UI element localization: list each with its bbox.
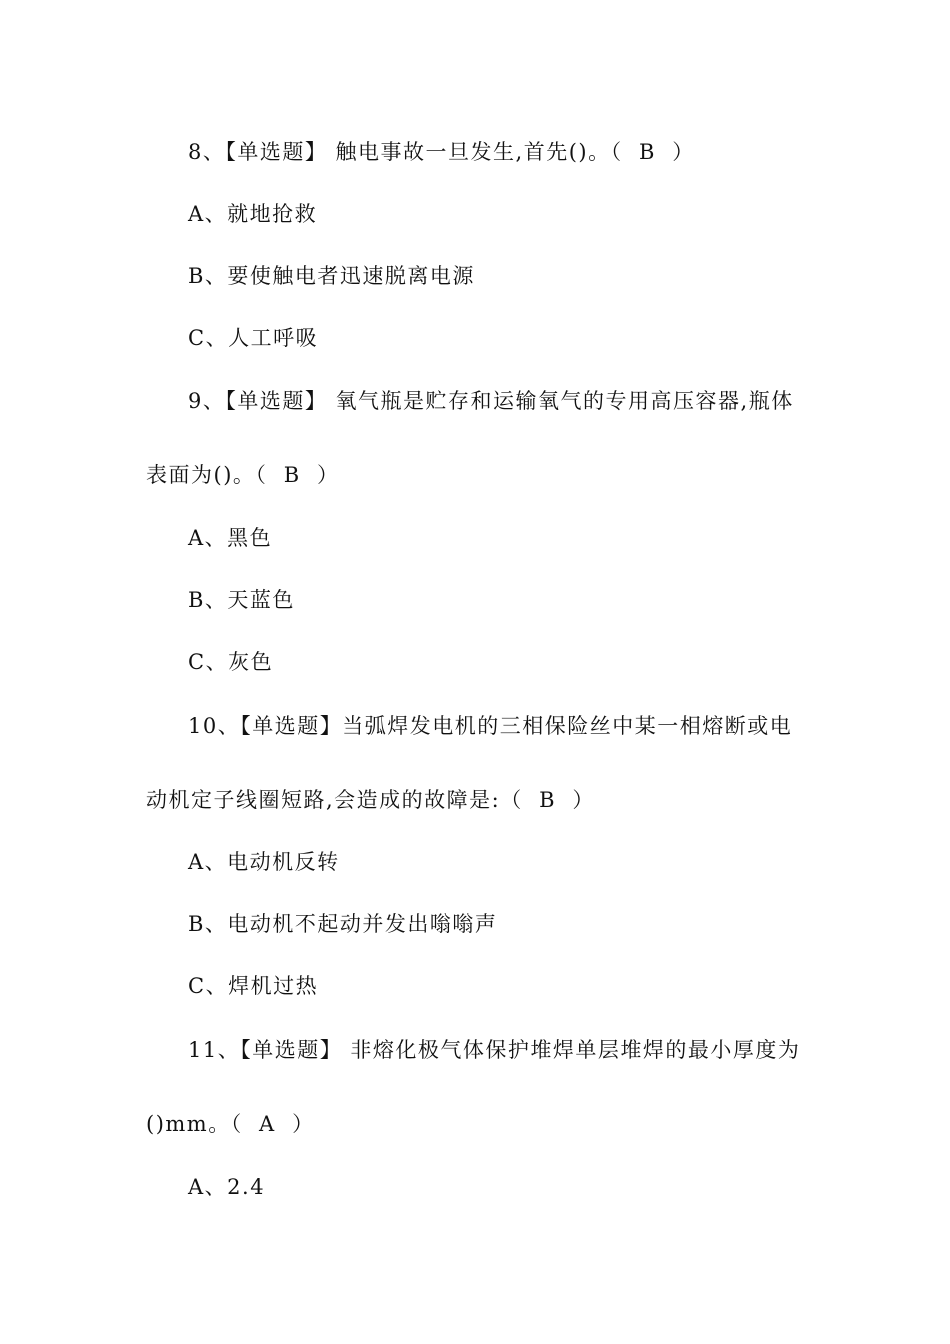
question-10-option-a: A、电动机反转: [188, 850, 340, 874]
question-9-option-b: B、天蓝色: [188, 588, 295, 612]
question-10-text-continued: 动机定子线圈短路,会造成的故障是:（ B ）: [146, 788, 595, 812]
question-11-text: 11、【单选题】 非熔化极气体保护堆焊单层堆焊的最小厚度为: [188, 1038, 801, 1062]
question-11-option-a: A、2.4: [188, 1175, 266, 1199]
question-8-text: 8、【单选题】 触电事故一旦发生,首先()。（ B ）: [188, 140, 695, 164]
question-9-option-c: C、灰色: [188, 650, 274, 674]
question-9-text: 9、【单选题】 氧气瓶是贮存和运输氧气的专用高压容器,瓶体: [188, 389, 794, 413]
question-8-option-b: B、要使触电者迅速脱离电源: [188, 264, 475, 288]
question-8-option-c: C、人工呼吸: [188, 326, 319, 350]
question-9-text-continued: 表面为()。（ B ）: [146, 463, 340, 487]
question-11-text-continued: ()mm。（ A ）: [146, 1112, 315, 1136]
question-9-option-a: A、黑色: [188, 526, 273, 550]
question-10-option-b: B、电动机不起动并发出嗡嗡声: [188, 912, 498, 936]
question-8-option-a: A、就地抢救: [188, 202, 318, 226]
question-10-option-c: C、焊机过热: [188, 974, 319, 998]
question-10-text: 10、【单选题】当弧焊发电机的三相保险丝中某一相熔断或电: [188, 714, 793, 738]
